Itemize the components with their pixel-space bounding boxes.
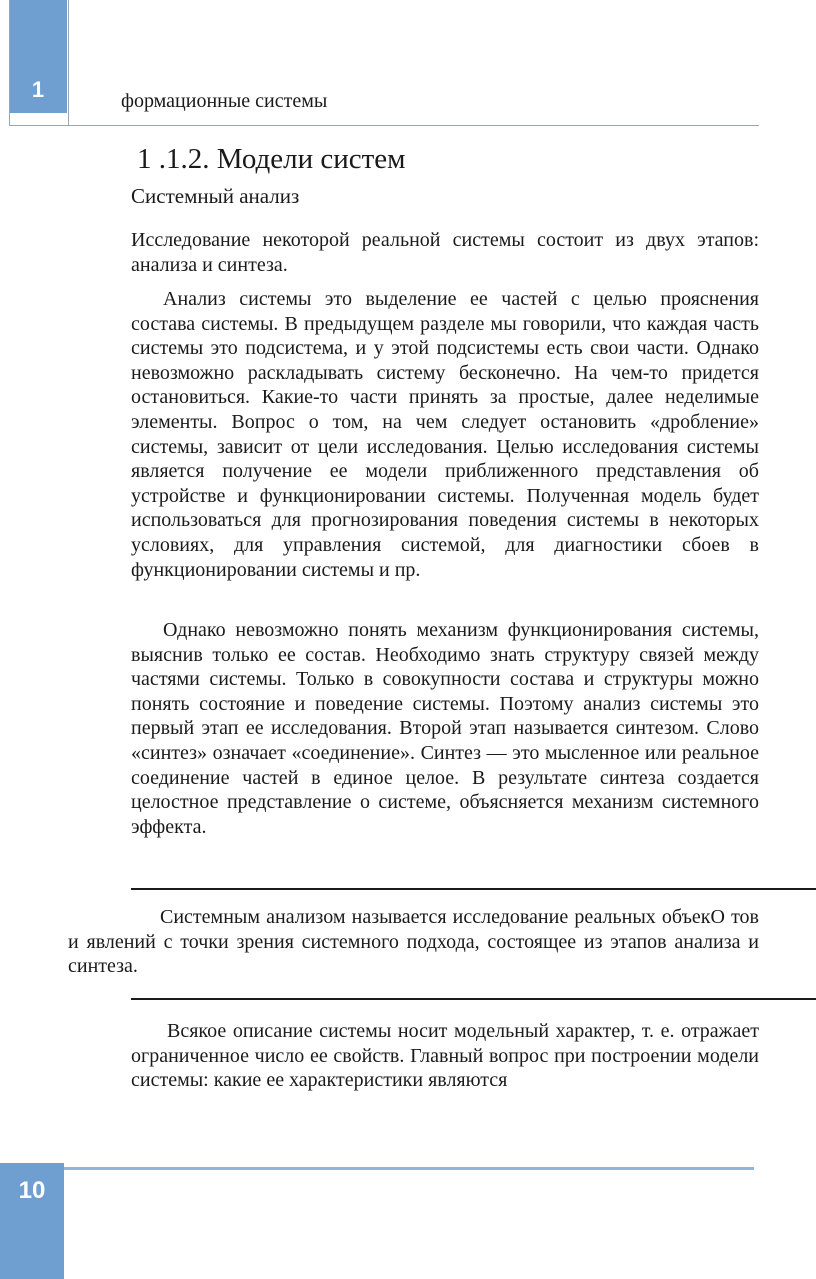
synthesis-paragraph: Однако невозможно понять механизм функционирования системы, выяснив только ее состав. Необходимо знать структуру связей между частями системы. Только в совокупности состава и структуры можно понять состояние и поведение системы. Поэтому анализ системы это первый этап ее исследования. Второй этап называется синтезом. Слово «синтез» означает «соединение». Синтез — это мысленное или реальное соединение частей в единое целое. В результате синтеза создается целостное представление о системе, объясняется механизм системного эффекта. bbox=[131, 619, 759, 838]
definition-rule-bottom bbox=[131, 998, 816, 1000]
subsection-title: Системный анализ bbox=[131, 184, 300, 208]
running-title: формационные системы bbox=[121, 90, 328, 112]
header-frame-left bbox=[9, 0, 10, 126]
page-number-tab bbox=[0, 1163, 64, 1279]
analysis-paragraph: Анализ системы это выделение ее частей с целью прояснения состава системы. В предыдущем разделе мы говорили, что каждая часть системы это подсистема, и у этой подсистемы есть свои части. Однако невозможно раскладывать систему бесконечно. На чем-то придется остановиться. Какие-то части принять за простые, далее неделимые элементы. Вопрос о том, на чем следует остановить «дробление» системы, зависит от цели исследования. Целью исследования системы является получение ее модели приближенного представления об устройстве и функционировании системы. Полученная модель будет использоваться для прогнозирования поведения системы в некоторых условиях, для управления системой, для диагностики сбоев в функционировании системы и пр. bbox=[131, 288, 759, 581]
intro-paragraph: Исследование некоторой реальной системы состоит из двух этапов: анализа и синтеза. bbox=[131, 229, 759, 276]
header-rule bbox=[9, 125, 759, 126]
footer-rule bbox=[64, 1167, 754, 1170]
definition-paragraph: Системным анализом называется исследование реальных объекО тов и явлений с точки зрения системного подхода, состоящее из этапов анализа и синтеза. bbox=[68, 906, 759, 978]
chapter-tab bbox=[9, 0, 67, 113]
chapter-number: 1 bbox=[31, 77, 45, 102]
page-number: 10 bbox=[18, 1177, 46, 1204]
section-title: 1 .1.2. Модели систем bbox=[137, 143, 406, 175]
definition-rule-top bbox=[131, 888, 816, 890]
header-frame-divider bbox=[68, 0, 69, 126]
closing-paragraph: Всякое описание системы носит модельный характер, т. е. отражает ограниченное число ее свойств. Главный вопрос при построении модели системы: какие ее характеристики являются bbox=[131, 1020, 759, 1092]
